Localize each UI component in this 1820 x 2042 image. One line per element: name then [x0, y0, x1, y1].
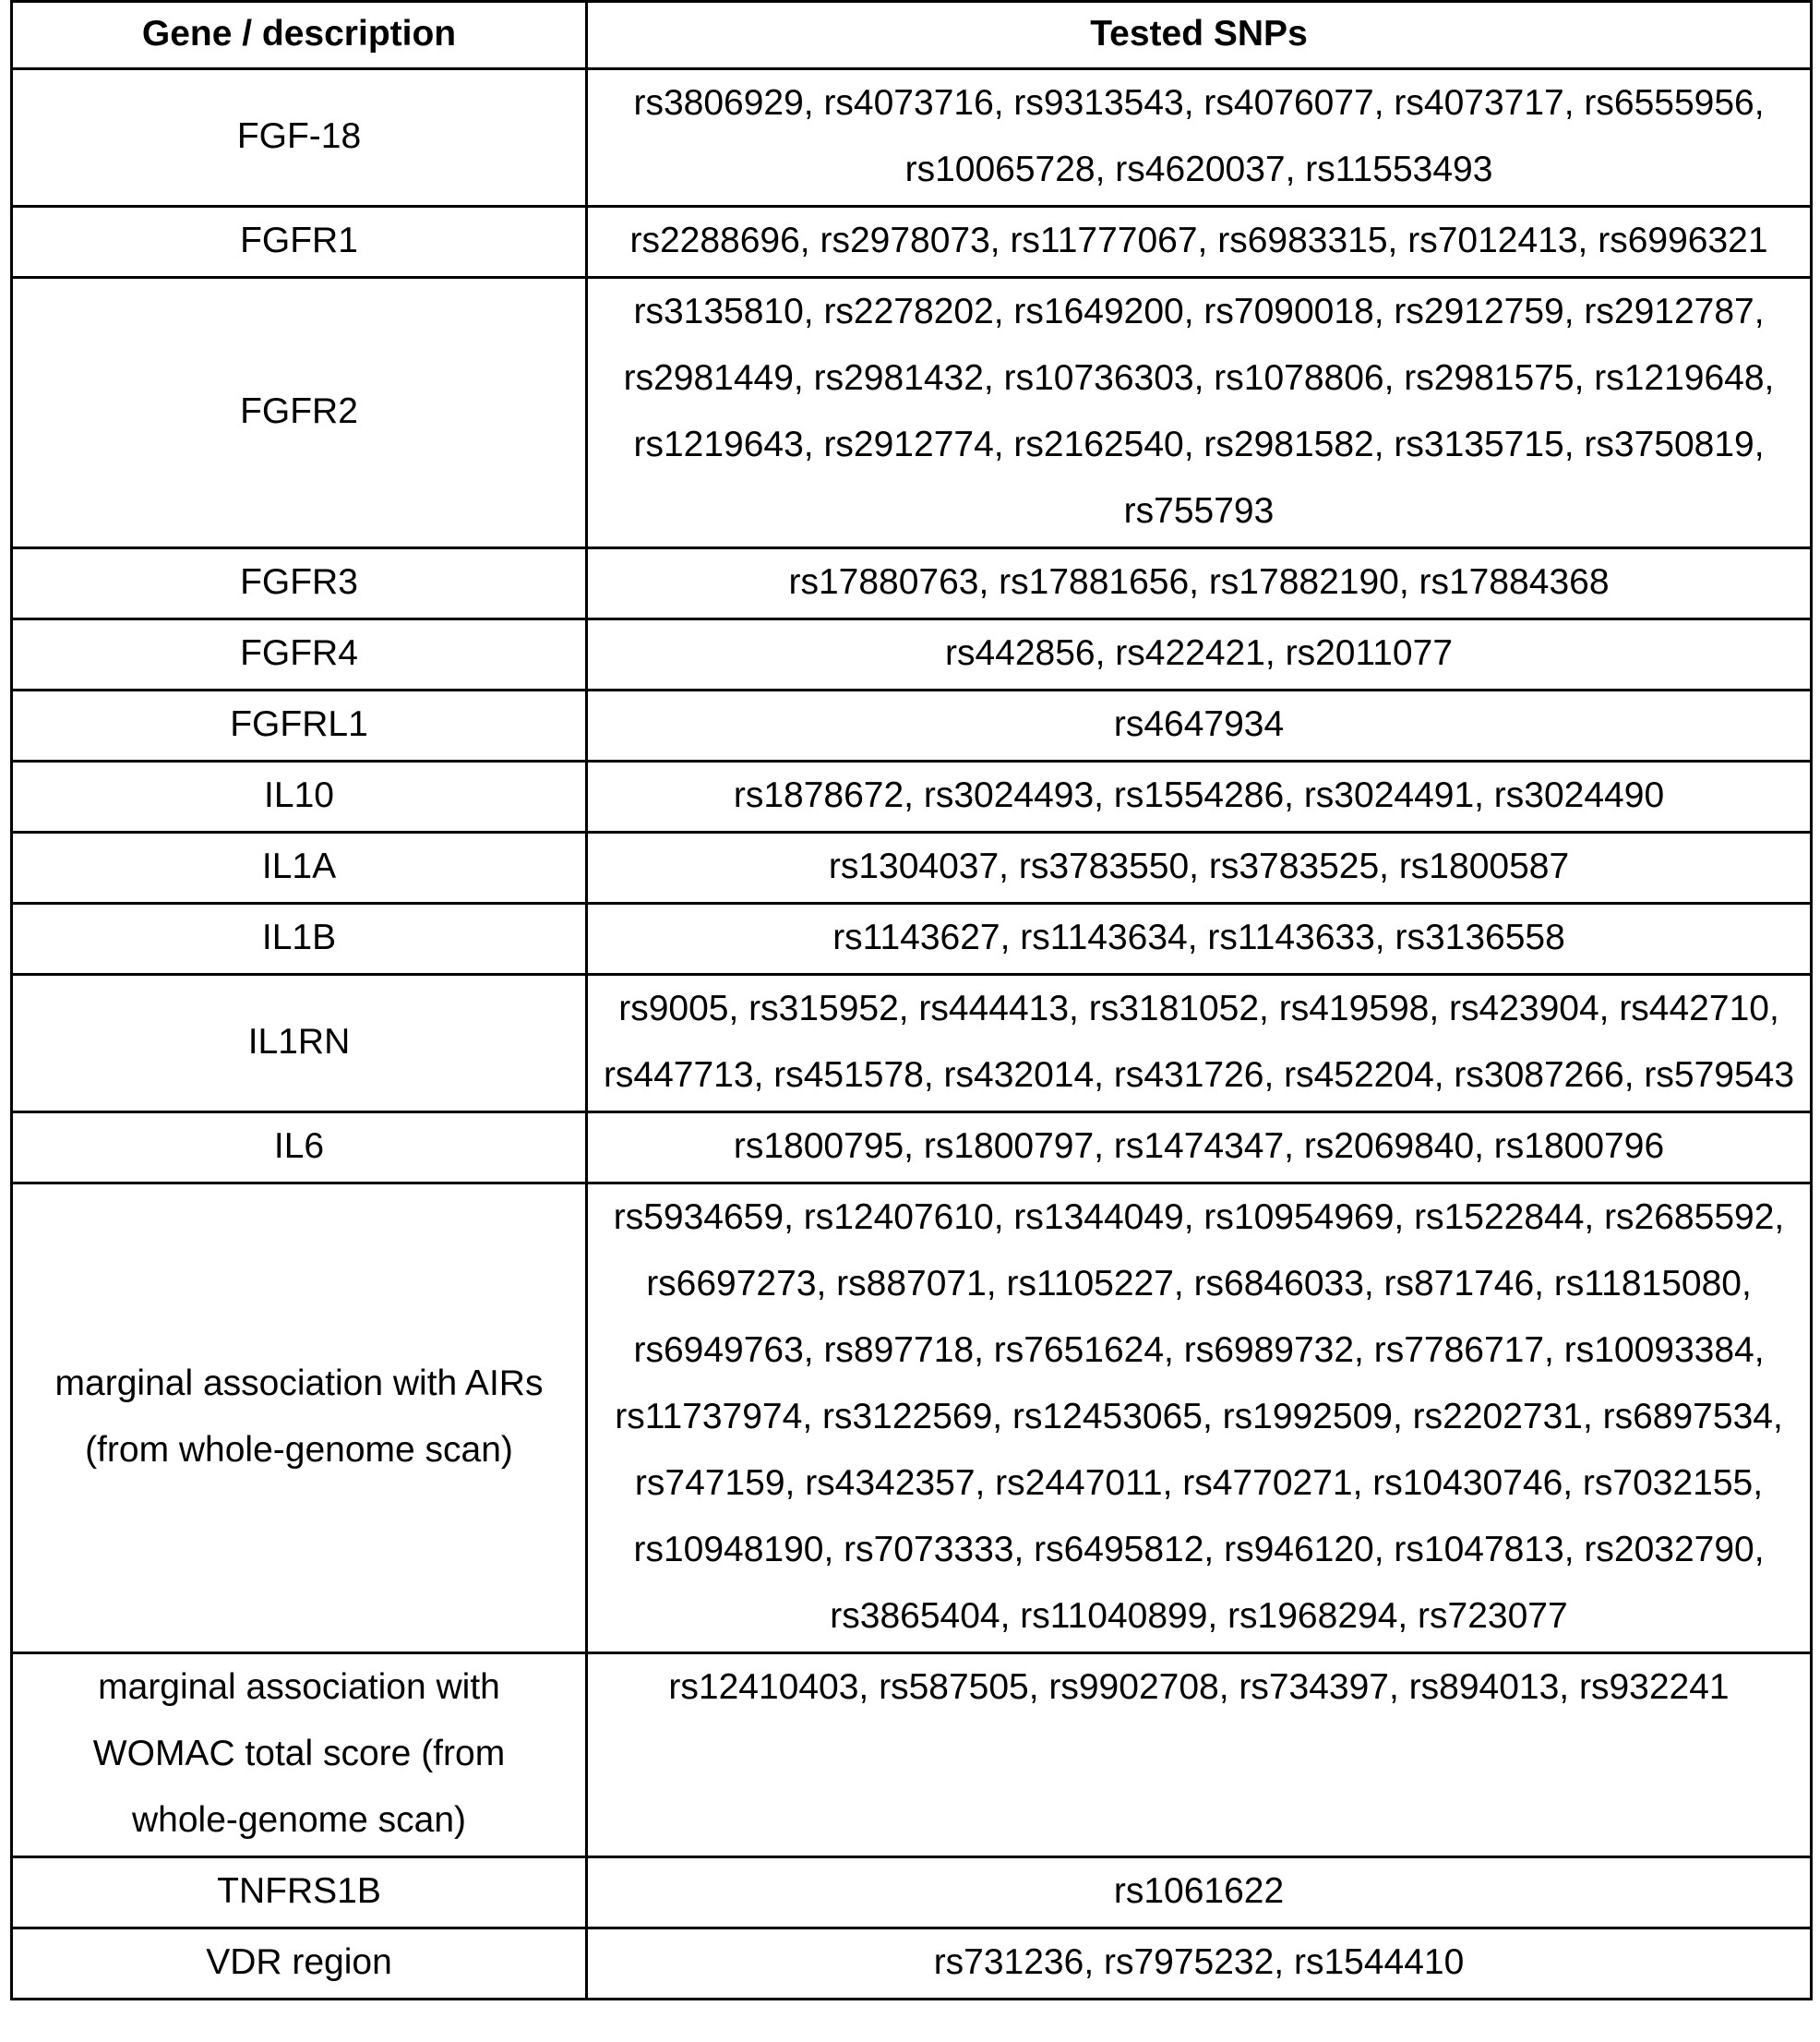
table-row — [12, 975, 1812, 1112]
table-row — [12, 207, 1812, 278]
gene-cell: FGFR2 — [12, 278, 587, 548]
snps-cell: rs1878672, rs3024493, rs1554286, rs3024491, rs3024490 — [587, 762, 1812, 833]
snps-cell: rs5934659, rs12407610, rs1344049, rs10954969, rs1522844, rs2685592, rs6697273, rs887071, rs1105227, rs6846033, rs871746, rs11815080, rs6949763, rs897718, rs7651624, rs6989732, rs7786717, rs10093384, rs11737974, rs3122569, rs12453065, rs1992509, rs2202731, rs6897534, rs747159, rs4342357, rs2447011, rs4770271, rs10430746, rs7032155, rs10948190, rs7073333, rs6495812, rs946120, rs1047813, rs2032790, rs3865404, rs11040899, rs1968294, rs723077 — [587, 1183, 1812, 1653]
table-row — [12, 1112, 1812, 1183]
gene-cell: IL1RN — [12, 975, 587, 1112]
snps-cell: rs3806929, rs4073716, rs9313543, rs4076077, rs4073717, rs6555956, rs10065728, rs4620037, rs11553493 — [587, 69, 1812, 207]
snps-cell: rs1143627, rs1143634, rs1143633, rs3136558 — [587, 904, 1812, 975]
gene-cell: marginal association with WOMAC total score (from whole-genome scan) — [12, 1653, 587, 1857]
header-gene: Gene / description — [12, 2, 587, 69]
table-row — [12, 548, 1812, 619]
snps-cell: rs442856, rs422421, rs2011077 — [587, 619, 1812, 691]
table-row — [12, 1928, 1812, 2000]
snps-cell: rs1061622 — [587, 1857, 1812, 1928]
snps-cell: rs12410403, rs587505, rs9902708, rs734397, rs894013, rs932241 — [587, 1653, 1812, 1857]
snps-cell: rs2288696, rs2978073, rs11777067, rs6983315, rs7012413, rs6996321 — [587, 207, 1812, 278]
table-row — [12, 619, 1812, 691]
snps-cell: rs17880763, rs17881656, rs17882190, rs17884368 — [587, 548, 1812, 619]
gene-cell: VDR region — [12, 1928, 587, 2000]
gene-cell: FGFR4 — [12, 619, 587, 691]
table-row — [12, 762, 1812, 833]
table-row — [12, 833, 1812, 904]
snps-cell: rs4647934 — [587, 691, 1812, 762]
gene-cell: FGF-18 — [12, 69, 587, 207]
gene-cell: marginal association with AIRs (from whole-genome scan) — [12, 1183, 587, 1653]
table-row — [12, 278, 1812, 548]
table-row — [12, 904, 1812, 975]
table-row — [12, 1857, 1812, 1928]
gene-cell: FGFR3 — [12, 548, 587, 619]
gene-cell: IL1B — [12, 904, 587, 975]
table-row — [12, 1653, 1812, 1857]
gene-cell: IL6 — [12, 1112, 587, 1183]
snps-cell: rs731236, rs7975232, rs1544410 — [587, 1928, 1812, 2000]
gene-cell: FGFR1 — [12, 207, 587, 278]
table-row — [12, 691, 1812, 762]
table-row — [12, 69, 1812, 207]
gene-cell: IL10 — [12, 762, 587, 833]
gene-cell: TNFRS1B — [12, 1857, 587, 1928]
snps-cell: rs1304037, rs3783550, rs3783525, rs1800587 — [587, 833, 1812, 904]
gene-cell: FGFRL1 — [12, 691, 587, 762]
snp-table — [10, 0, 1813, 2000]
snps-cell: rs1800795, rs1800797, rs1474347, rs2069840, rs1800796 — [587, 1112, 1812, 1183]
header-snps: Tested SNPs — [587, 2, 1812, 69]
gene-cell: IL1A — [12, 833, 587, 904]
snps-cell: rs3135810, rs2278202, rs1649200, rs7090018, rs2912759, rs2912787, rs2981449, rs2981432, rs10736303, rs1078806, rs2981575, rs1219648, rs1219643, rs2912774, rs2162540, rs2981582, rs3135715, rs3750819, rs755793 — [587, 278, 1812, 548]
header-row — [12, 2, 1812, 69]
snps-cell: rs9005, rs315952, rs444413, rs3181052, rs419598, rs423904, rs442710, rs447713, rs451578, rs432014, rs431726, rs452204, rs3087266, rs579543 — [587, 975, 1812, 1112]
table-row — [12, 1183, 1812, 1653]
